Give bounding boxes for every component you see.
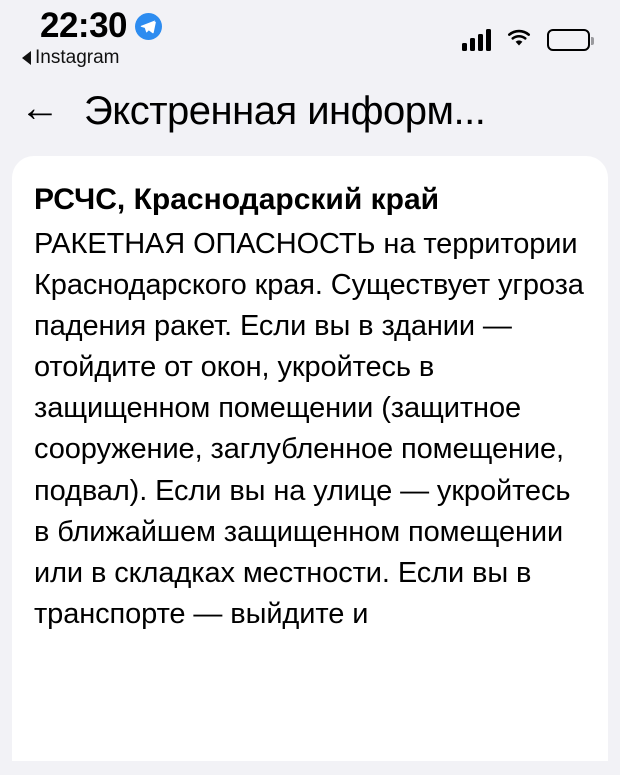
message-sender: РСЧС, Краснодарский край [34,183,440,216]
telegram-icon [135,13,162,40]
message-body: РАКЕТНАЯ ОПАСНОСТЬ на территории Краснодарского края. Существует угроза падения ракет. Если вы в здании — отойдите от окон, укройтесь в защищенном помещении (защитное сооружение, заглубленное помещение, подвал). Если вы на улице — укройтесь в ближайшем защищенном помещении или в складках местности. Если вы в транспорте — выйдите и [34,227,592,631]
status-time-row [22,8,162,43]
wifi-icon [505,26,533,53]
cellular-signal-icon [462,29,491,51]
status-bar-left [22,8,162,69]
back-app-label: Instagram [35,47,120,68]
message-card[interactable] [12,156,608,761]
back-triangle-icon [22,51,31,65]
status-bar-right [462,26,590,53]
navigation-bar [0,82,620,156]
back-to-app-button[interactable] [22,47,119,69]
back-arrow-icon[interactable]: ← [20,86,60,130]
status-time: 22:30 [40,6,128,45]
status-bar [0,0,620,82]
battery-icon [547,29,590,51]
page-title: Экстренная информ... [84,88,486,133]
